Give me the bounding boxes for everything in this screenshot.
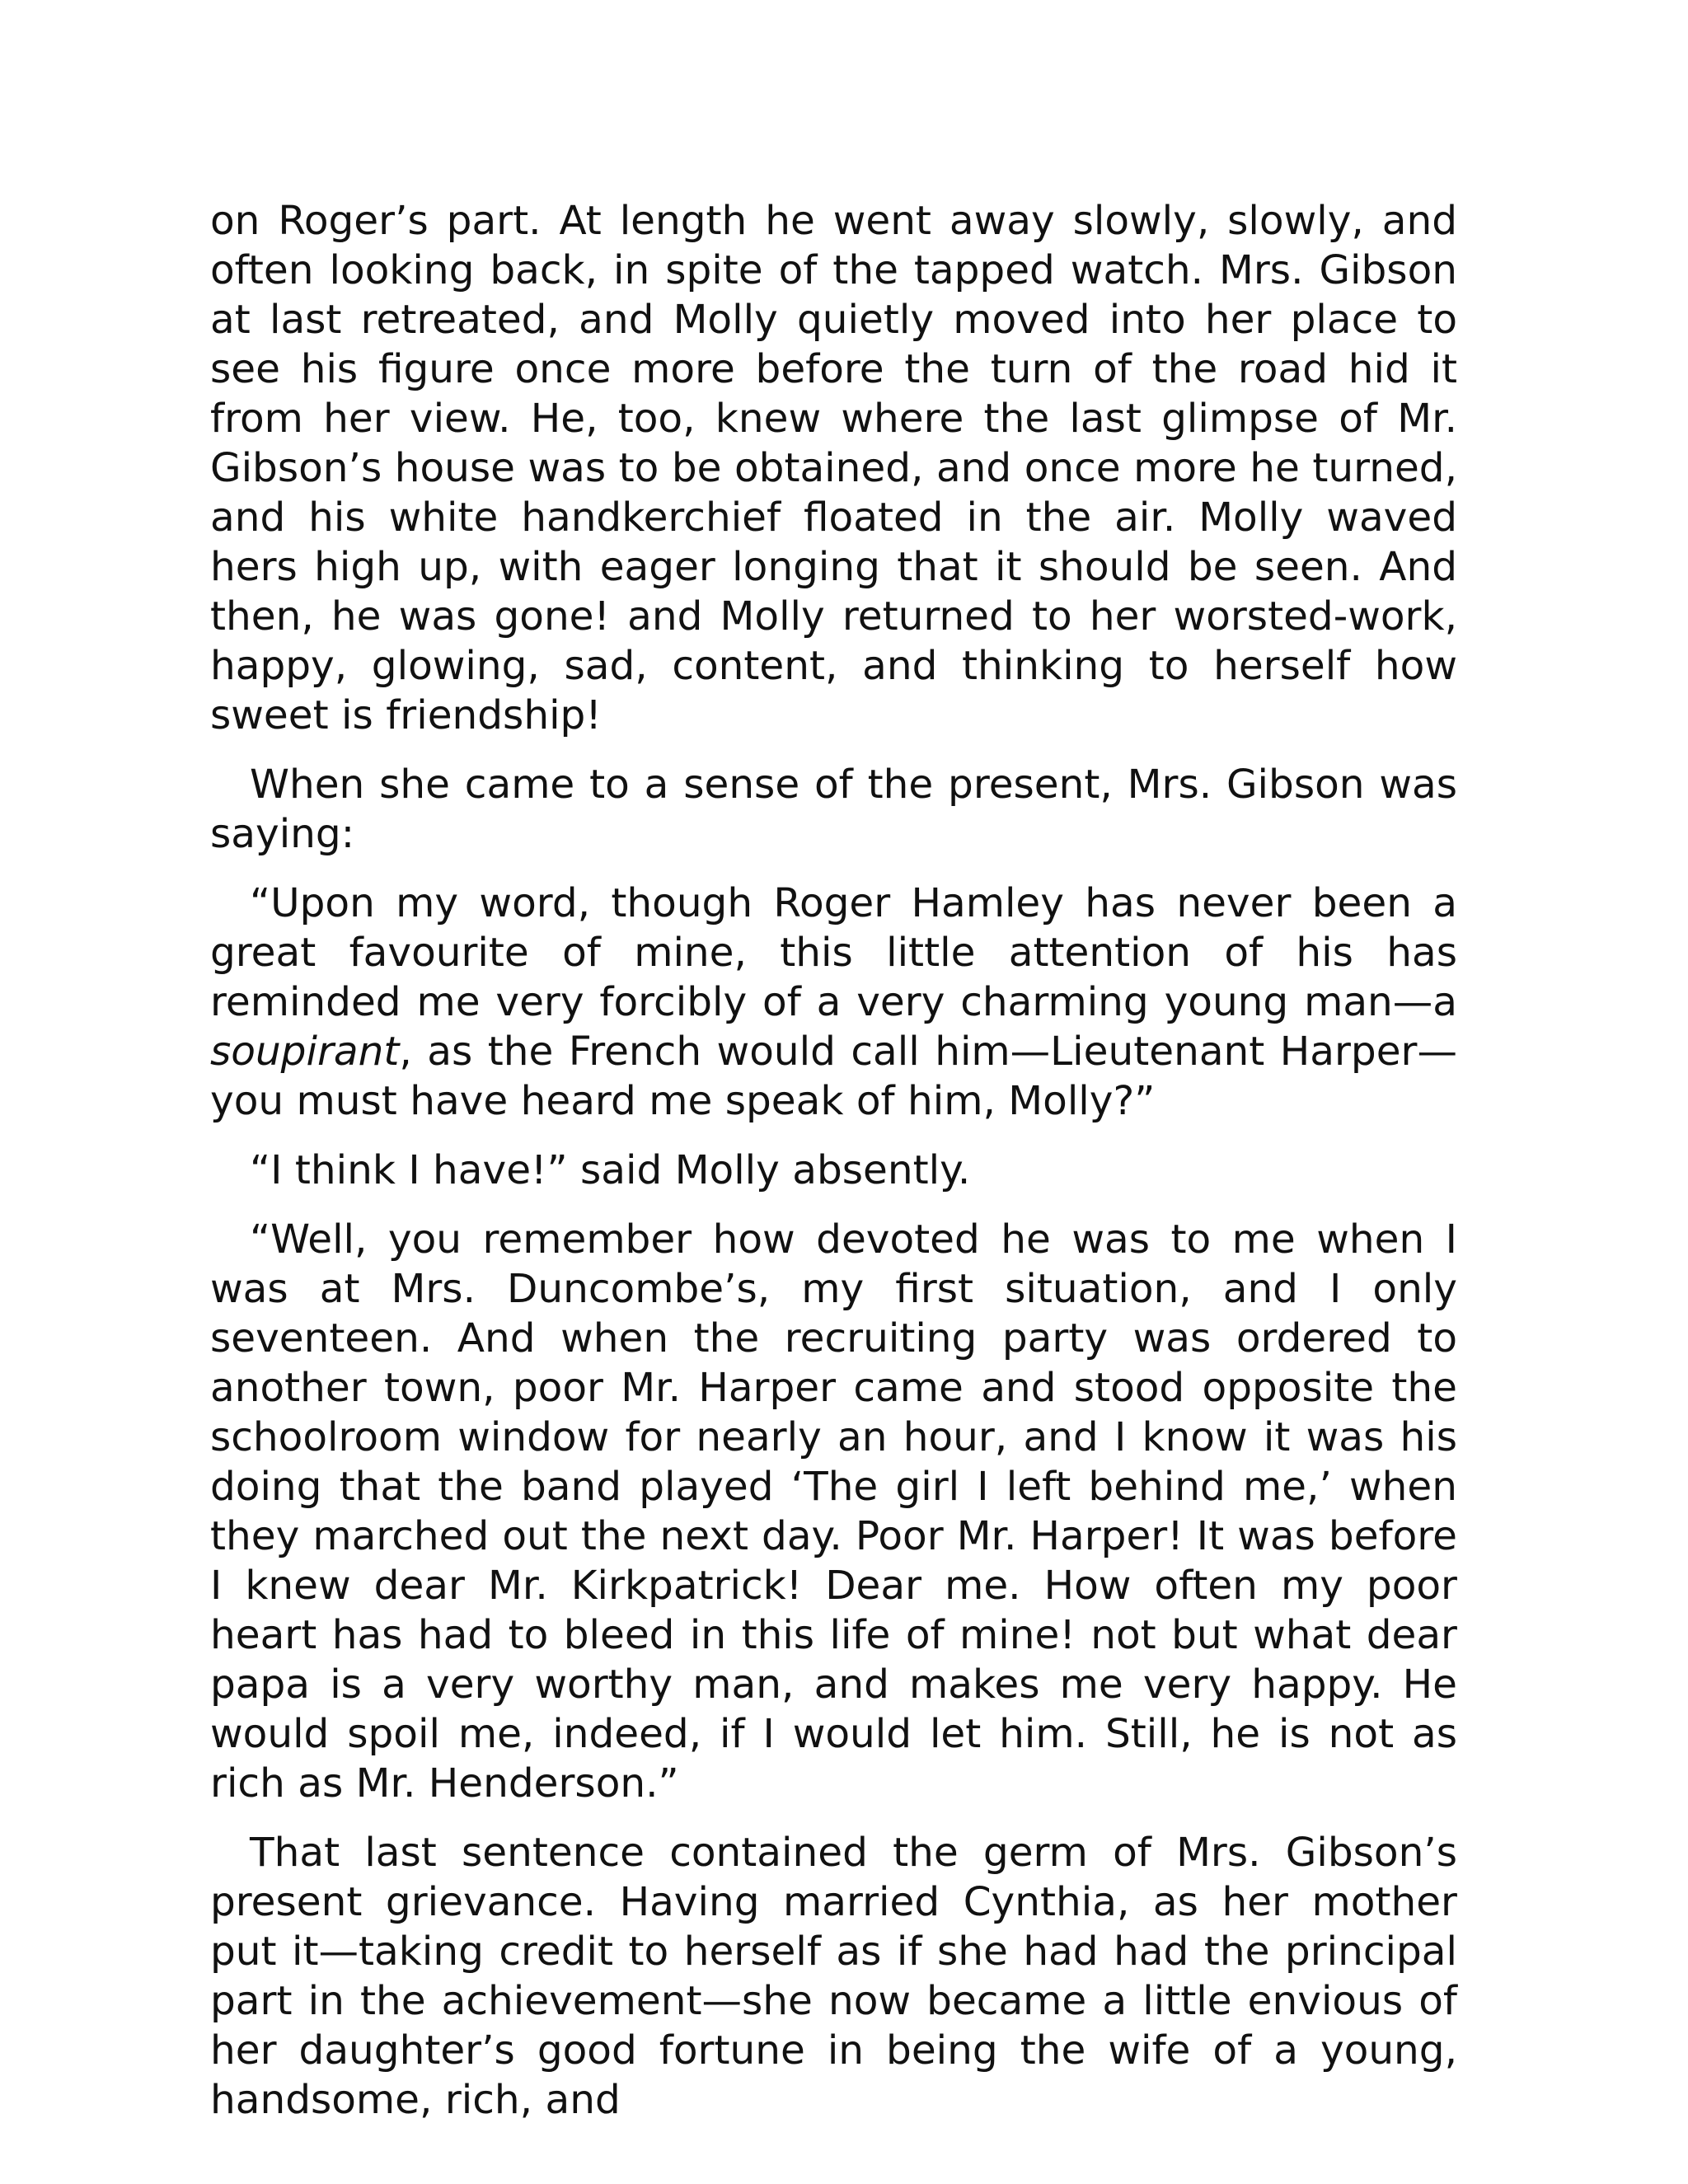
paragraph-3 bbox=[210, 879, 1457, 1126]
paragraph-4: “I think I have!” said Molly absently. bbox=[250, 1147, 971, 1193]
italic-word-soupirant: soupirant bbox=[210, 1029, 400, 1075]
paragraph-3-end: , as the French would call him—Lieutenant Harper—you must have heard me speak of him, Molly?” bbox=[210, 1029, 1457, 1124]
paragraph-6: That last sentence contained the germ of Mrs. Gibson’s present grievance. Having married Cynthia, as her mother put it—taking credit to herself as if she had had the principal part in the achievement—she now became a little envious of her daughter’s good fortune in being the wife of a young, handsome, rich, and bbox=[210, 1830, 1457, 2123]
paragraph-1: on Roger’s part. At length he went away slowly, slowly, and often looking back, in spite of the tapped watch. Mrs. Gibson at last retreated, and Molly quietly moved into her place to see his figure once more before the turn of the road hid it from her view. He, too, knew where the last glimpse of Mr. Gibson’s house was to be obtained, and once more he turned, and his white handkerchief floated in the air. Molly waved hers high up, with eager longing that it should be seen. And then, he was gone! and Molly returned to her worsted-work, happy, glowing, sad, content, and thinking to herself how sweet is friendship! bbox=[210, 198, 1457, 738]
paragraph-3-start: “Upon my word, though Roger Hamley has never been a great favourite of mine, this little attention of his has reminded me very forcibly of a very charming young man—a bbox=[210, 880, 1457, 1025]
book-page bbox=[210, 196, 1457, 2125]
paragraph-2: When she came to a sense of the present, Mrs. Gibson was saying: bbox=[210, 762, 1457, 857]
paragraph-5: “Well, you remember how devoted he was to me when I was at Mrs. Duncombe’s, my first situation, and I only seventeen. And when the recruiting party was ordered to another town, poor Mr. Harper came and stood opposite the schoolroom window for nearly an hour, and I know it was his doing that the band played ‘The girl I left behind me,’ when they marched out the next day. Poor Mr. Harper! It was before I knew dear Mr. Kirkpatrick! Dear me. How often my poor heart has had to bleed in this life of mine! not but what dear papa is a very worthy man, and makes me very happy. He would spoil me, indeed, if I would let him. Still, he is not as rich as Mr. Henderson.” bbox=[210, 1216, 1457, 1807]
